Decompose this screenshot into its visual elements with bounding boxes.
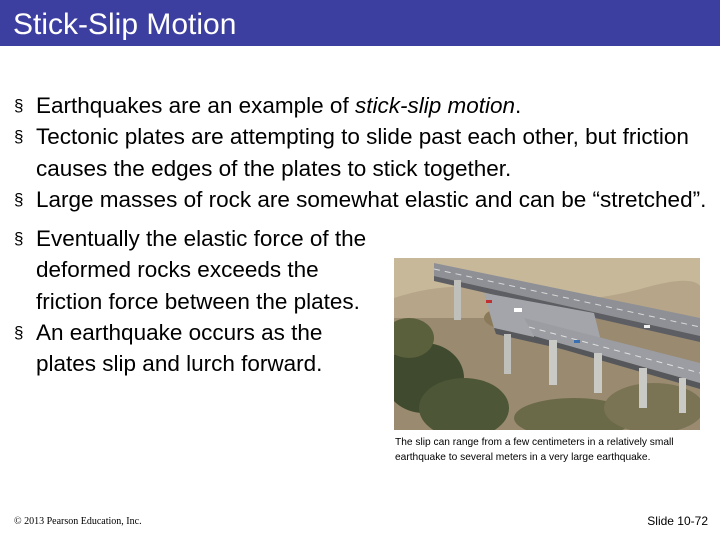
slide-title: Stick-Slip Motion: [13, 8, 237, 41]
photo-caption: The slip can range from a few centimeters in a relatively small earthquake to several meters in a very large earthquake.: [395, 437, 674, 463]
bullet-text-end: .: [515, 93, 522, 118]
bullet-marker-icon: §: [14, 189, 24, 209]
collapsed-freeway-photo: [394, 258, 700, 430]
copyright-notice: © 2013 Pearson Education, Inc.: [14, 516, 142, 527]
bullet-text: An earthquake occurs as the plates slip and lurch forward.: [36, 320, 323, 377]
slide-number: Slide 10-72: [647, 514, 708, 528]
bullet-item: [14, 121, 714, 184]
bullet-text: Tectonic plates are attempting to slide past each other, but friction causes the edges of the plates to stick together.: [36, 124, 689, 181]
bullet-marker-icon: §: [14, 323, 24, 343]
bullet-text: Earthquakes are an example of: [36, 93, 355, 118]
bullet-item: [14, 90, 714, 121]
bullet-marker-icon: §: [14, 96, 24, 115]
bullet-marker-icon: §: [14, 127, 24, 147]
bullet-item: [14, 223, 376, 317]
title-bar: [0, 0, 720, 46]
bullet-marker-icon: §: [14, 229, 24, 249]
bullet-text: Eventually the elastic force of the deformed rocks exceeds the friction force between the plates.: [36, 226, 367, 314]
bullet-text: Large masses of rock are somewhat elastic and can be “stretched”.: [36, 186, 707, 212]
bullet-emphasis: stick-slip motion: [354, 93, 515, 118]
bullet-item: [14, 317, 376, 380]
bullet-item: [14, 184, 716, 215]
